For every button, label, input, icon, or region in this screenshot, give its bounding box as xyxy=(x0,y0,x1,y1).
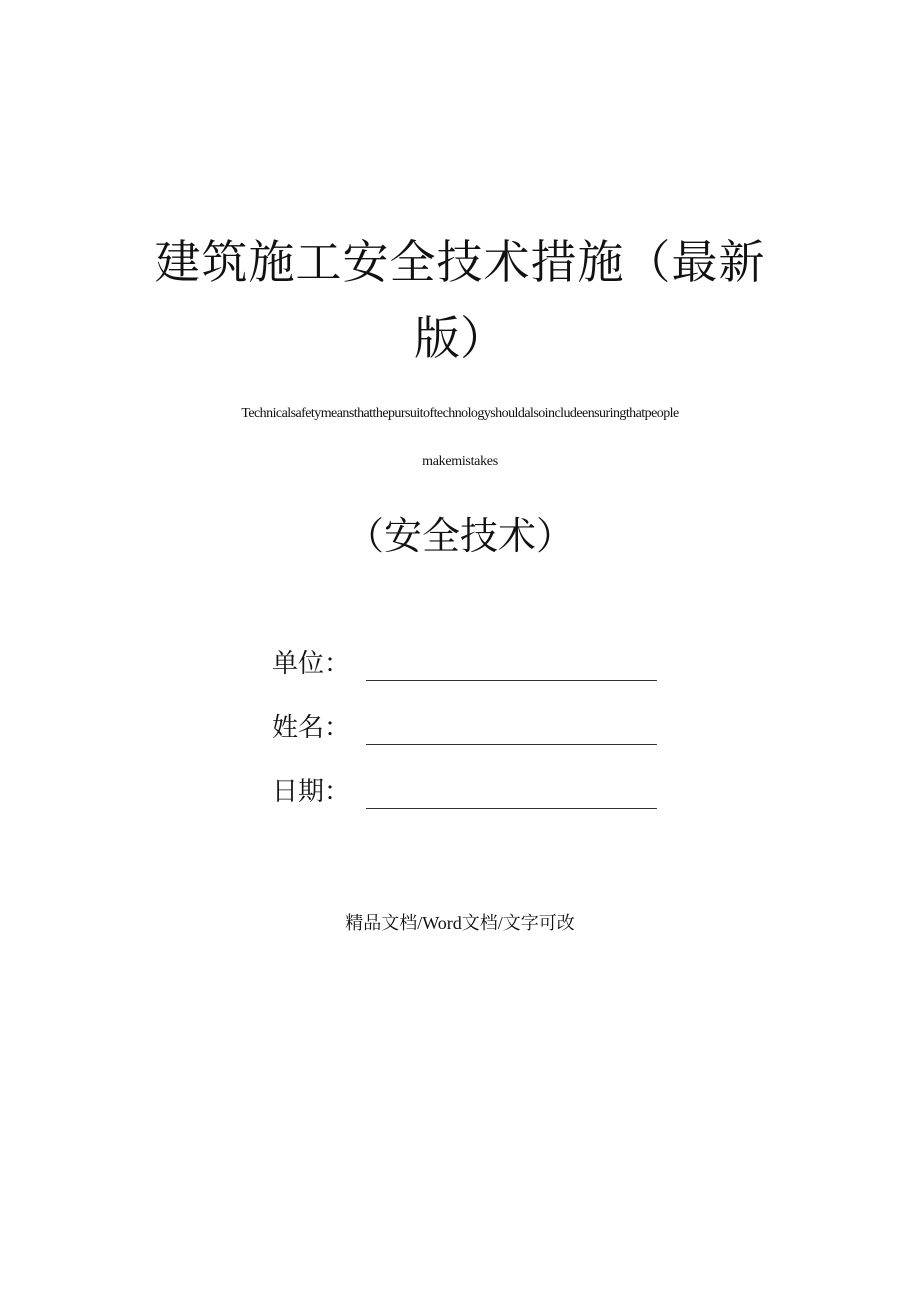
document-title-line-1: 建筑施工安全技术措施（最新 xyxy=(154,235,766,289)
field-row-name xyxy=(272,708,672,752)
field-blank-date[interactable] xyxy=(366,808,657,809)
field-row-date xyxy=(272,772,672,816)
document-category: （安全技术） xyxy=(345,514,574,558)
english-subtitle-line-1: Technicalsafetymeansthatthepursuitoftechnologyshouldalsoincludeensuringthatpeople xyxy=(241,406,679,421)
field-blank-name[interactable] xyxy=(366,744,657,745)
field-blank-unit[interactable] xyxy=(366,680,657,681)
document-title-line-2: 版） xyxy=(414,311,506,365)
field-label-date: 日期： xyxy=(272,777,351,807)
footer-note: 精品文档/Word文档/文字可改 xyxy=(345,913,575,933)
field-label-unit: 单位： xyxy=(272,649,351,679)
english-subtitle-line-2: makemistakes xyxy=(422,454,498,469)
field-label-name: 姓名： xyxy=(272,713,351,743)
field-row-unit xyxy=(272,644,672,688)
